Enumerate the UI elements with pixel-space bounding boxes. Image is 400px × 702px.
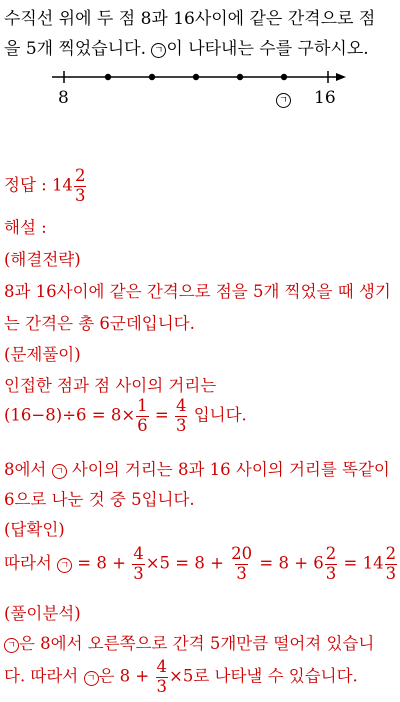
analysis-line-2-start: 다. 따라서 [4, 666, 84, 686]
frac-den: 3 [175, 415, 187, 435]
solution-line-1: 인접한 점과 점 사이의 거리는 [4, 376, 217, 395]
solution-expression [4, 398, 247, 434]
answer-whole: 14 [51, 175, 73, 195]
solution-heading: (문제풀이) [4, 345, 81, 364]
fraction-one-sixth [136, 398, 149, 434]
explanation-label: 해설 : [4, 218, 47, 237]
marker-circle-icon: ㄱ [276, 93, 291, 108]
check-expr-part-3: = 8 + 6 [254, 553, 324, 573]
frac-den: 3 [156, 676, 167, 696]
frac-num: 2 [385, 544, 397, 563]
fraction-twenty-thirds [230, 546, 253, 582]
point-1 [105, 74, 111, 80]
analysis-line-2 [4, 659, 358, 695]
fraction-four-thirds [156, 659, 169, 695]
question-line-1: 수직선 위에 두 점 8과 16사이에 같은 간격으로 점 [4, 9, 376, 29]
circled-giyeok-symbol: ㄱ [52, 464, 67, 479]
answer-line [4, 168, 87, 204]
analysis-line-1 [4, 630, 374, 654]
number-line [40, 62, 360, 112]
number-line-arrow [336, 73, 346, 81]
frac-num: 4 [175, 396, 187, 415]
answer-label: 정답 : [4, 175, 52, 195]
point-2 [149, 74, 155, 80]
point-4 [237, 74, 243, 80]
frac-den: 3 [236, 563, 247, 583]
solution-expr-tail: 입니다. [188, 405, 247, 425]
frac-num: 2 [325, 544, 337, 563]
frac-num: 1 [137, 396, 148, 415]
number-line-marker-label [276, 89, 291, 108]
frac-num: 20 [231, 544, 253, 563]
strategy-heading: (해결전략) [4, 250, 81, 269]
frac-num: 4 [133, 544, 144, 563]
solution-line-3-end: 사이의 거리는 8과 16 사이의 거리를 똑같이 [66, 460, 390, 479]
fraction-four-thirds [132, 546, 145, 582]
check-heading: (답확인) [4, 520, 65, 539]
fraction-two-thirds [325, 546, 338, 582]
frac-den: 3 [385, 563, 397, 583]
solution-line-4: 6으로 나눈 것 중 5입니다. [4, 490, 195, 509]
strategy-line-2: 는 간격은 총 6군데입니다. [4, 314, 195, 333]
solution-line-3 [4, 456, 390, 480]
frac-den: 3 [133, 563, 144, 583]
circled-giyeok-symbol: ㄱ [84, 671, 99, 686]
number-line-label-8: 8 [58, 88, 69, 108]
answer-denominator: 3 [74, 185, 86, 205]
question-line-2-end: 이 나타내는 수를 구하시오. [166, 39, 369, 59]
check-lead: 따라서 [4, 553, 58, 573]
analysis-line-1-text: 은 8에서 오른쪽으로 간격 5개만큼 떨어져 있습니 [19, 634, 375, 653]
solution-expr-equals: = [149, 405, 174, 425]
analysis-heading: (풀이분석) [4, 604, 81, 623]
check-expr-part-4: = 14 [338, 553, 384, 573]
circled-giyeok-symbol: ㄱ [151, 43, 166, 58]
check-expression [4, 546, 398, 582]
point-3 [193, 74, 199, 80]
solution-expr-start: (16−8)÷6 = 8× [4, 405, 136, 425]
answer-fraction [74, 168, 87, 204]
strategy-line-1: 8과 16사이에 같은 간격으로 점을 5개 찍었을 때 생기 [4, 282, 391, 301]
frac-den: 6 [137, 415, 148, 435]
analysis-line-2-end: ×5로 나타낼 수 있습니다. [169, 666, 358, 686]
number-line-label-16: 16 [314, 88, 336, 108]
check-expr-part-1: = 8 + [72, 553, 132, 573]
question-line-2 [4, 34, 369, 59]
fraction-two-thirds-result [385, 546, 398, 582]
frac-num: 4 [156, 657, 167, 676]
circled-giyeok-symbol: ㄱ [4, 638, 19, 653]
circled-giyeok-symbol: ㄱ [57, 558, 72, 573]
point-5 [281, 74, 287, 80]
fraction-four-thirds [175, 398, 188, 434]
frac-den: 3 [325, 563, 337, 583]
question-line-2-start: 을 5개 찍었습니다. [4, 39, 152, 59]
check-expr-part-2: ×5 = 8 + [145, 553, 230, 573]
answer-numerator: 2 [74, 166, 86, 185]
solution-line-3-start: 8에서 [4, 460, 52, 479]
analysis-line-2-mid: 은 8 + [98, 666, 155, 686]
